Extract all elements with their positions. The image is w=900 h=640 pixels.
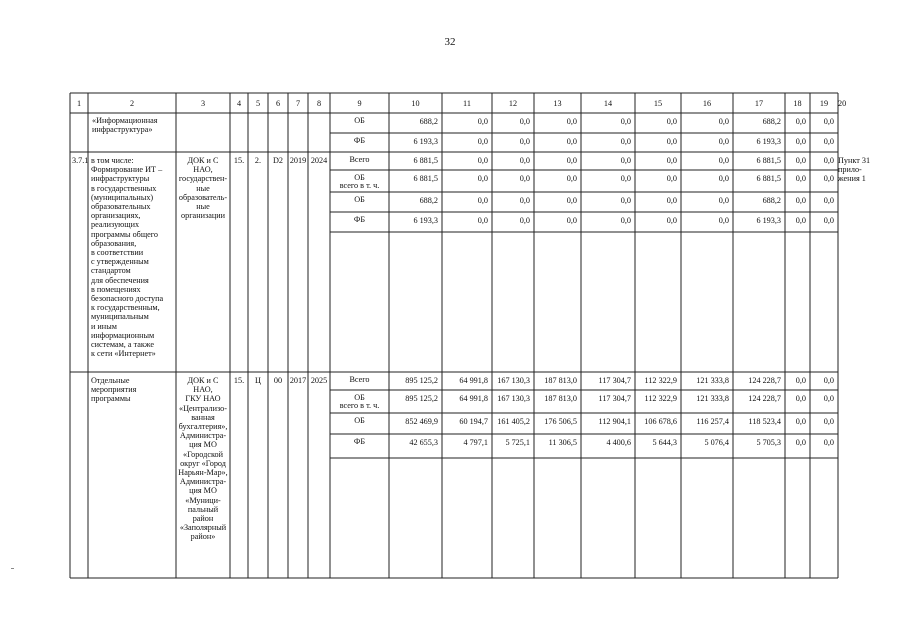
b1-row-2-col-12: 0,0 xyxy=(519,174,530,183)
header-col-7: 7 xyxy=(295,99,301,108)
b2-row-2-col-19: 0,0 xyxy=(823,394,834,403)
cont-row-2-col-11: 0,0 xyxy=(477,137,488,146)
b1-col-7: 2019 xyxy=(289,156,307,165)
b2-row-4-col-17: 5 705,3 xyxy=(756,438,781,447)
b2-col-6: 00 xyxy=(273,376,283,385)
b1-name: в том числе: Формирование ИТ – инфраструктуры в государственных (муниципальных) образовательных организациях, реализующих программы общего образования, в соответствии с утвержденным стандартом для обеспечения в помещениях безопасного доступа к государственным, муниципальным и иным информационным системам, а также к сети «Интернет» xyxy=(91,156,164,359)
b2-row-2-col-14: 117 304,7 xyxy=(598,394,631,403)
b2-row-3-col-19: 0,0 xyxy=(823,417,834,426)
b2-col-7: 2017 xyxy=(289,376,307,385)
b1-row-4-col-12: 0,0 xyxy=(519,216,530,225)
b1-row-1-col-15: 0,0 xyxy=(666,156,677,165)
b1-executor: ДОК и С НАО, государствен- ные образователь- ные организации xyxy=(178,156,228,221)
b2-col-8: 2025 xyxy=(310,376,328,385)
b2-row-1-col-15: 112 322,9 xyxy=(644,376,677,385)
header-col-13: 13 xyxy=(553,99,562,108)
b1-row-2-col-16: 0,0 xyxy=(718,174,729,183)
b2-row-2-col-9: ОБ всего в т. ч. xyxy=(339,393,380,411)
b2-row-1-col-18: 0,0 xyxy=(795,376,806,385)
b2-col-5: Ц xyxy=(255,376,261,385)
b2-row-1-col-14: 117 304,7 xyxy=(598,376,631,385)
b2-row-3-col-10: 852 469,9 xyxy=(405,417,438,426)
b1-row-2-col-11: 0,0 xyxy=(477,174,488,183)
b1-row-2-col-13: 0,0 xyxy=(566,174,577,183)
b1-row-3-col-15: 0,0 xyxy=(666,196,677,205)
b2-row-4-col-9: ФБ xyxy=(353,437,366,446)
b1-row-1-col-9: Всего xyxy=(349,155,370,164)
b1-row-3-col-18: 0,0 xyxy=(795,196,806,205)
b2-row-4-col-12: 5 725,1 xyxy=(505,438,530,447)
b1-row-3-col-10: 688,2 xyxy=(419,196,438,205)
cont-row-1-col-18: 0,0 xyxy=(795,117,806,126)
cont-row-2-col-14: 0,0 xyxy=(620,137,631,146)
b1-row-4-col-16: 0,0 xyxy=(718,216,729,225)
header-col-2: 2 xyxy=(129,99,135,108)
b2-row-3-col-13: 176 506,5 xyxy=(544,417,577,426)
header-col-18: 18 xyxy=(793,99,802,108)
b2-row-1-col-13: 187 813,0 xyxy=(544,376,577,385)
cont-row-1-col-19: 0,0 xyxy=(823,117,834,126)
b1-row-3-col-19: 0,0 xyxy=(823,196,834,205)
b2-row-4-col-19: 0,0 xyxy=(823,438,834,447)
b1-row-4-col-11: 0,0 xyxy=(477,216,488,225)
header-col-6: 6 xyxy=(275,99,281,108)
b2-row-1-col-12: 167 130,3 xyxy=(497,376,530,385)
header-col-15: 15 xyxy=(653,99,663,108)
cont-row-1-col-16: 0,0 xyxy=(718,117,729,126)
b1-row-2-col-10: 6 881,5 xyxy=(413,174,438,183)
b1-col-4: 15. xyxy=(233,156,245,165)
b1-row-1-col-12: 0,0 xyxy=(519,156,530,165)
b2-col-4: 15. xyxy=(233,376,245,385)
b1-row-2-col-15: 0,0 xyxy=(666,174,677,183)
b1-row-4-col-18: 0,0 xyxy=(795,216,806,225)
b2-row-4-col-11: 4 797,1 xyxy=(463,438,488,447)
header-col-3: 3 xyxy=(200,99,206,108)
cont-row-2-col-13: 0,0 xyxy=(566,137,577,146)
b2-row-3-col-9: ОБ xyxy=(354,416,365,425)
b2-row-3-col-17: 118 523,4 xyxy=(748,417,781,426)
b1-row-1-col-11: 0,0 xyxy=(477,156,488,165)
cont-row-1-col-12: 0,0 xyxy=(519,117,530,126)
b2-row-3-col-16: 116 257,4 xyxy=(696,417,729,426)
b1-row-2-col-18: 0,0 xyxy=(795,174,806,183)
b2-row-2-col-15: 112 322,9 xyxy=(644,394,677,403)
b2-name: Отдельные мероприятия программы xyxy=(91,376,137,404)
b1-col-5: 2. xyxy=(254,156,262,165)
cont-row-1-col-15: 0,0 xyxy=(666,117,677,126)
b2-row-1-col-19: 0,0 xyxy=(823,376,834,385)
b1-row-4-col-10: 6 193,3 xyxy=(413,216,438,225)
b1-row-4-col-13: 0,0 xyxy=(566,216,577,225)
b1-row-3-col-14: 0,0 xyxy=(620,196,631,205)
b1-row-3-col-11: 0,0 xyxy=(477,196,488,205)
cont-row-2-col-17: 6 193,3 xyxy=(756,137,781,146)
header-col-16: 16 xyxy=(702,99,712,108)
header-col-9: 9 xyxy=(357,99,362,108)
b2-row-4-col-16: 5 076,4 xyxy=(704,438,729,447)
b1-row-3-col-12: 0,0 xyxy=(519,196,530,205)
b1-row-1-col-10: 6 881,5 xyxy=(413,156,438,165)
b1-code: 3.7.1 xyxy=(72,156,89,165)
b1-row-2-col-14: 0,0 xyxy=(620,174,631,183)
b1-row-1-col-16: 0,0 xyxy=(718,156,729,165)
page-number: 32 xyxy=(444,36,456,48)
b1-row-3-col-17: 688,2 xyxy=(762,196,781,205)
b2-row-1-col-9: Всего xyxy=(349,375,370,384)
header-col-10: 10 xyxy=(411,99,420,108)
cont-row-1-col-11: 0,0 xyxy=(477,117,488,126)
b2-row-2-col-10: 895 125,2 xyxy=(405,394,438,403)
cont-row-1-col-17: 688,2 xyxy=(762,117,781,126)
b1-row-1-col-13: 0,0 xyxy=(566,156,577,165)
b1-row-3-col-16: 0,0 xyxy=(718,196,729,205)
b1-row-4-col-14: 0,0 xyxy=(620,216,631,225)
b2-row-1-col-17: 124 228,7 xyxy=(748,376,781,385)
b1-col-6: D2 xyxy=(272,156,283,165)
cont-row-2-col-10: 6 193,3 xyxy=(413,137,438,146)
b1-row-1-col-18: 0,0 xyxy=(795,156,806,165)
header-col-1: 1 xyxy=(76,99,82,108)
b2-row-4-col-13: 11 306,5 xyxy=(548,438,577,447)
b2-row-2-col-18: 0,0 xyxy=(795,394,806,403)
b1-row-4-col-15: 0,0 xyxy=(666,216,677,225)
header-col-11: 11 xyxy=(463,99,471,108)
b1-row-3-col-9: ОБ xyxy=(354,195,365,204)
b1-row-1-col-14: 0,0 xyxy=(620,156,631,165)
b2-row-3-col-14: 112 904,1 xyxy=(598,417,631,426)
cont-row-2-col-9: ФБ xyxy=(353,136,366,145)
b2-row-2-col-11: 64 991,8 xyxy=(459,394,488,403)
b1-row-2-col-9: ОБ всего в т. ч. xyxy=(339,173,380,191)
b1-row-1-col-19: 0,0 xyxy=(823,156,834,165)
b1-row-2-col-19: 0,0 xyxy=(823,174,834,183)
cont-row-2-col-15: 0,0 xyxy=(666,137,677,146)
header-col-17: 17 xyxy=(754,99,764,108)
b2-row-2-col-12: 167 130,3 xyxy=(497,394,530,403)
b1-row-2-col-17: 6 881,5 xyxy=(756,174,781,183)
b1-row-4-col-9: ФБ xyxy=(353,215,366,224)
cont-row-2-col-12: 0,0 xyxy=(519,137,530,146)
header-col-4: 4 xyxy=(236,99,242,108)
b1-col-8: 2024 xyxy=(310,156,328,165)
b2-executor: ДОК и С НАО, ГКУ НАО «Централизо- ванная бухгалтерия», Администра- ция МО «Городской округ «Город Нарьян-Мар», Администра- ция МО «Муници- пальный район «Заполярный район» xyxy=(178,376,228,542)
b1-row-4-col-17: 6 193,3 xyxy=(756,216,781,225)
b2-row-2-col-16: 121 333,8 xyxy=(696,394,729,403)
b2-row-4-col-14: 4 400,6 xyxy=(606,438,631,447)
cont-row-1-col-13: 0,0 xyxy=(566,117,577,126)
b2-row-3-col-12: 161 405,2 xyxy=(497,417,530,426)
b2-row-2-col-17: 124 228,7 xyxy=(748,394,781,403)
b2-row-4-col-15: 5 644,3 xyxy=(652,438,677,447)
cont-row-1-col-9: ОБ xyxy=(354,116,365,125)
header-col-8: 8 xyxy=(316,99,322,108)
b1-row-1-col-17: 6 881,5 xyxy=(756,156,781,165)
b2-row-4-col-10: 42 655,3 xyxy=(409,438,438,447)
header-col-5: 5 xyxy=(255,99,261,108)
b1-row-4-col-19: 0,0 xyxy=(823,216,834,225)
b2-row-2-col-13: 187 813,0 xyxy=(544,394,577,403)
cont-row-2-col-16: 0,0 xyxy=(718,137,729,146)
b2-row-1-col-11: 64 991,8 xyxy=(459,376,488,385)
cont-row-1-col-10: 688,2 xyxy=(419,117,438,126)
b2-row-3-col-18: 0,0 xyxy=(795,417,806,426)
cont-name: «Информационная инфраструктура» xyxy=(92,116,158,135)
cont-row-1-col-14: 0,0 xyxy=(620,117,631,126)
b2-row-1-col-16: 121 333,8 xyxy=(696,376,729,385)
b2-row-3-col-11: 60 194,7 xyxy=(459,417,488,426)
b2-row-1-col-10: 895 125,2 xyxy=(405,376,438,385)
b2-row-4-col-18: 0,0 xyxy=(795,438,806,447)
cont-row-2-col-19: 0,0 xyxy=(823,137,834,146)
cont-row-2-col-18: 0,0 xyxy=(795,137,806,146)
header-col-12: 12 xyxy=(508,99,518,108)
b1-row-3-col-13: 0,0 xyxy=(566,196,577,205)
header-col-19: 19 xyxy=(819,99,829,108)
b2-row-3-col-15: 106 678,6 xyxy=(644,417,677,426)
header-col-14: 14 xyxy=(603,99,613,108)
